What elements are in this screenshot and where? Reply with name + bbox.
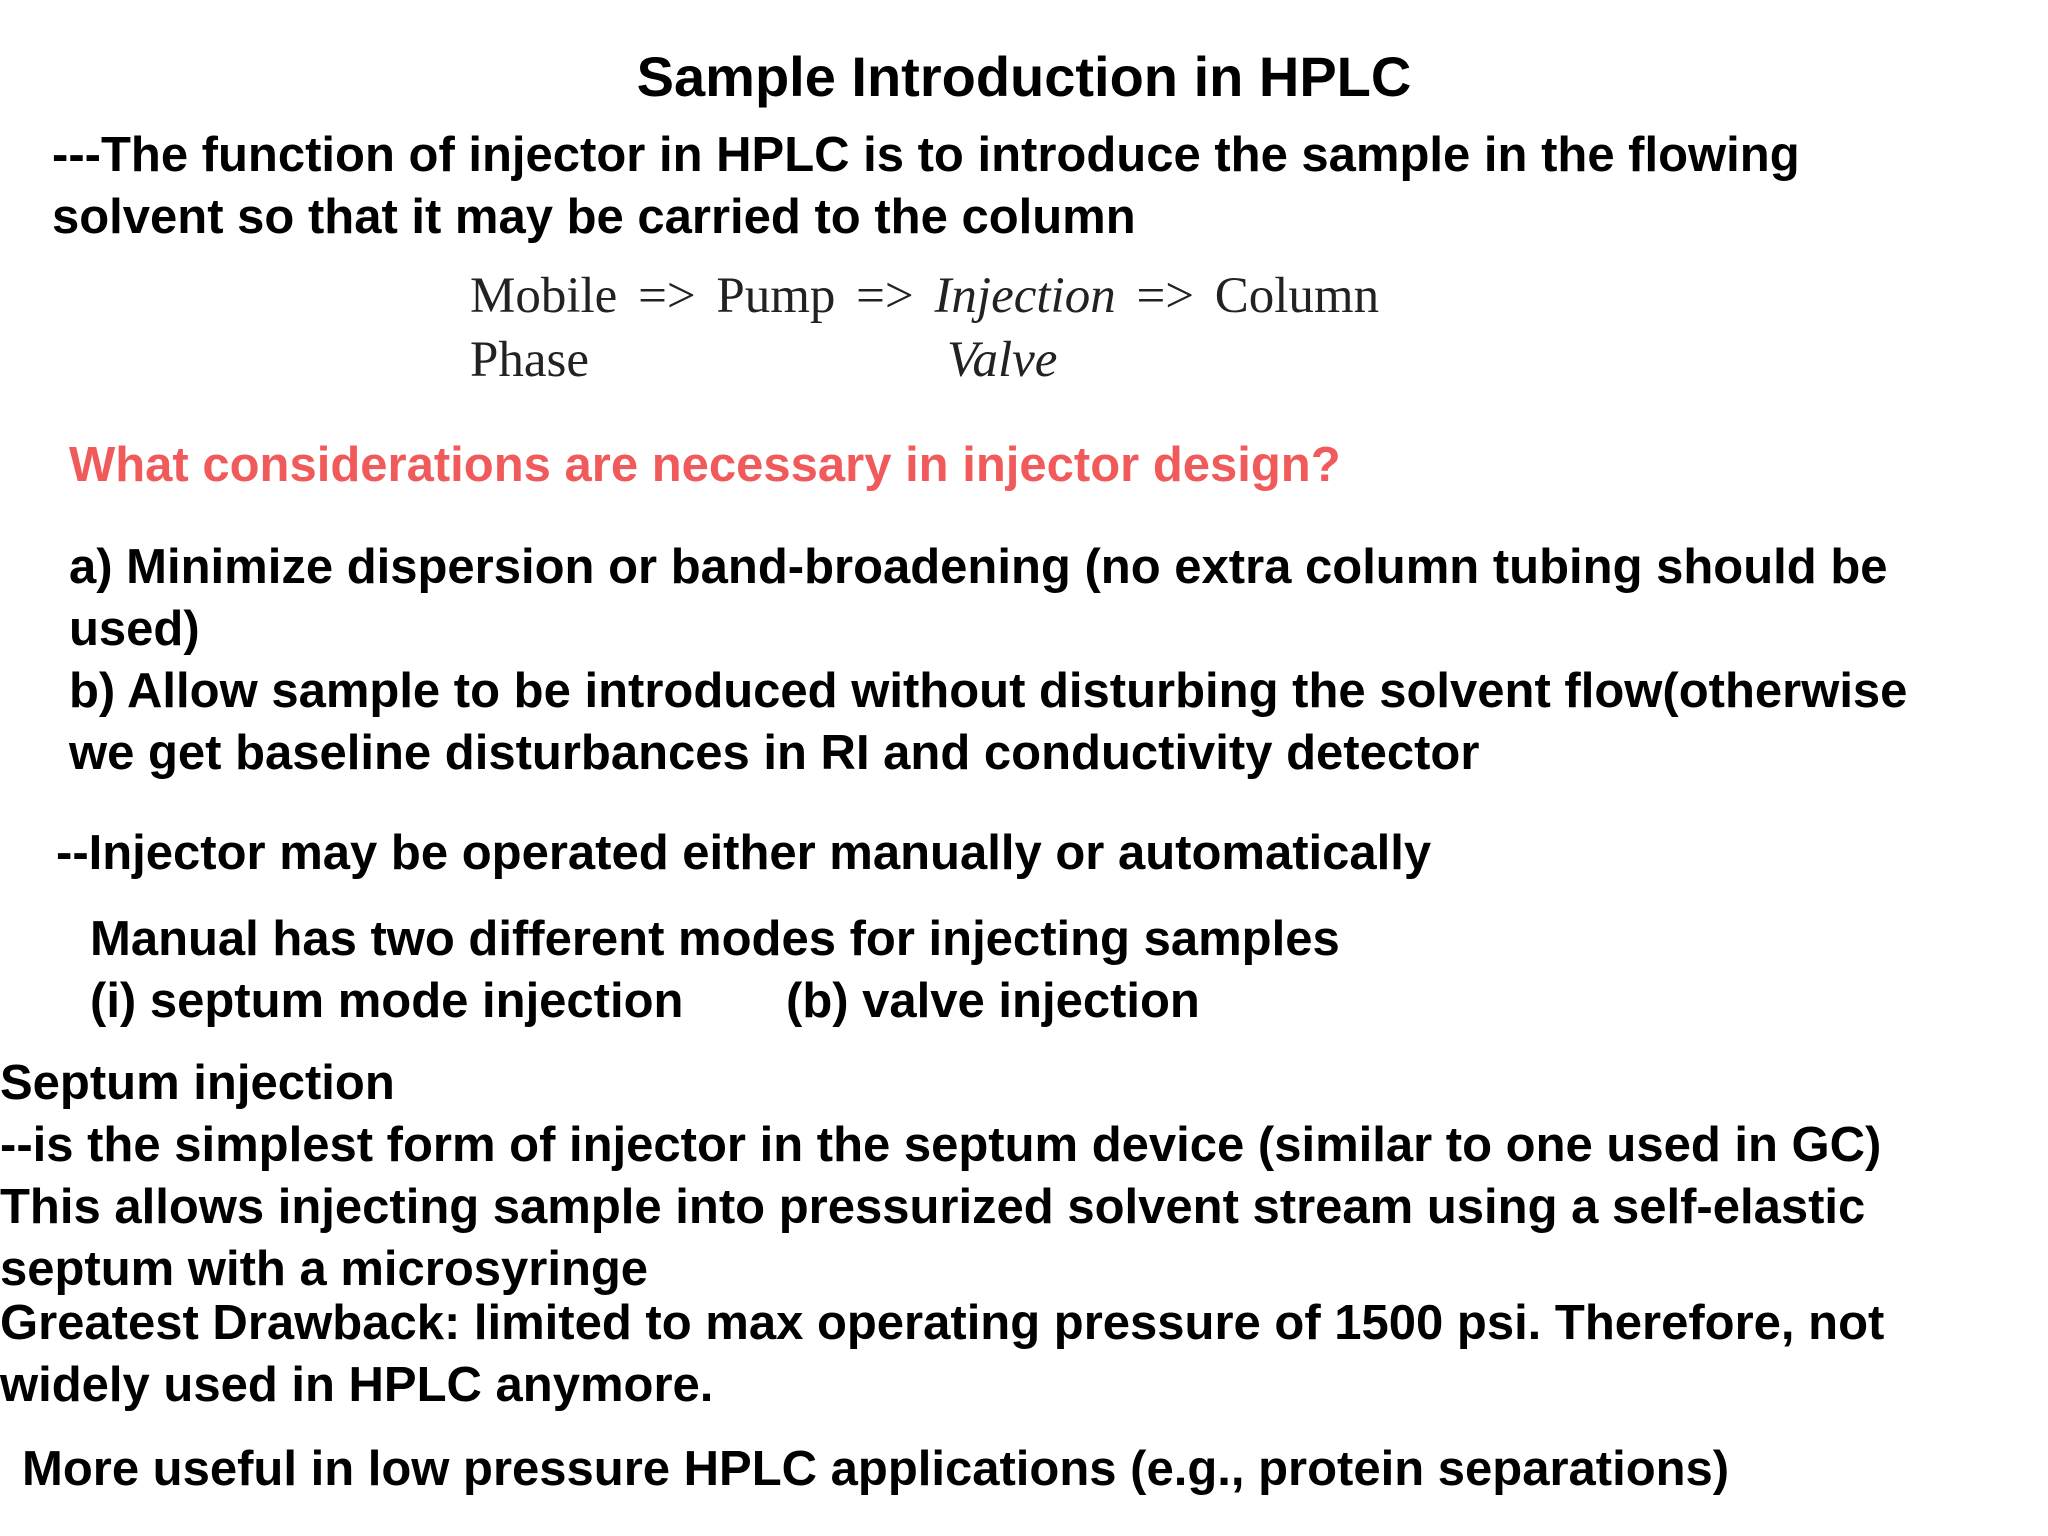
septum-line-4: Greatest Drawback: limited to max operating pressure of 1500 psi. Therefore, not xyxy=(0,1296,1885,1350)
flow-phase: Phase xyxy=(470,332,589,388)
flow-mobile: Mobile xyxy=(470,268,618,324)
manual-mode-valve: (b) valve injection xyxy=(786,974,1200,1028)
page-title: Sample Introduction in HPLC xyxy=(636,45,1412,108)
septum-line-3: septum with a microsyringe xyxy=(0,1242,649,1296)
consideration-a-line-1: a) Minimize dispersion or band-broadening (no extra column tubing should be xyxy=(69,540,1888,594)
septum-line-1: --is the simplest form of injector in the septum device (similar to one used in GC) xyxy=(0,1118,1882,1172)
intro-line-1: ---The function of injector in HPLC is to introduce the sample in the flowing xyxy=(52,128,1800,182)
flow-valve: Valve xyxy=(947,332,1058,388)
consideration-b-line-1: b) Allow sample to be introduced without disturbing the solvent flow(otherwise xyxy=(69,664,1908,718)
consideration-a-line-2: used) xyxy=(69,602,200,656)
intro-line-2: solvent so that it may be carried to the column xyxy=(52,190,1136,244)
flow-arrow: => xyxy=(1136,268,1194,324)
septum-line-5: widely used in HPLC anymore. xyxy=(0,1358,714,1412)
consideration-b-line-2: we get baseline disturbances in RI and conductivity detector xyxy=(69,726,1480,780)
footer-note: More useful in low pressure HPLC applications (e.g., protein separations) xyxy=(22,1442,1730,1496)
septum-heading: Septum injection xyxy=(0,1056,395,1110)
operation-line: --Injector may be operated either manually or automatically xyxy=(56,826,1432,880)
flow-row-top xyxy=(470,265,1379,327)
flow-column: Column xyxy=(1214,268,1380,324)
flow-injection: Injection xyxy=(934,268,1116,324)
manual-line: Manual has two different modes for injecting samples xyxy=(90,912,1340,966)
manual-mode-septum: (i) septum mode injection xyxy=(90,974,684,1028)
question-heading: What considerations are necessary in injector design? xyxy=(69,438,1341,492)
flow-arrow: => xyxy=(638,268,696,324)
septum-line-2: This allows injecting sample into pressurized solvent stream using a self-elastic xyxy=(0,1180,1866,1234)
flow-pump: Pump xyxy=(716,268,836,324)
flow-arrow: => xyxy=(856,268,914,324)
